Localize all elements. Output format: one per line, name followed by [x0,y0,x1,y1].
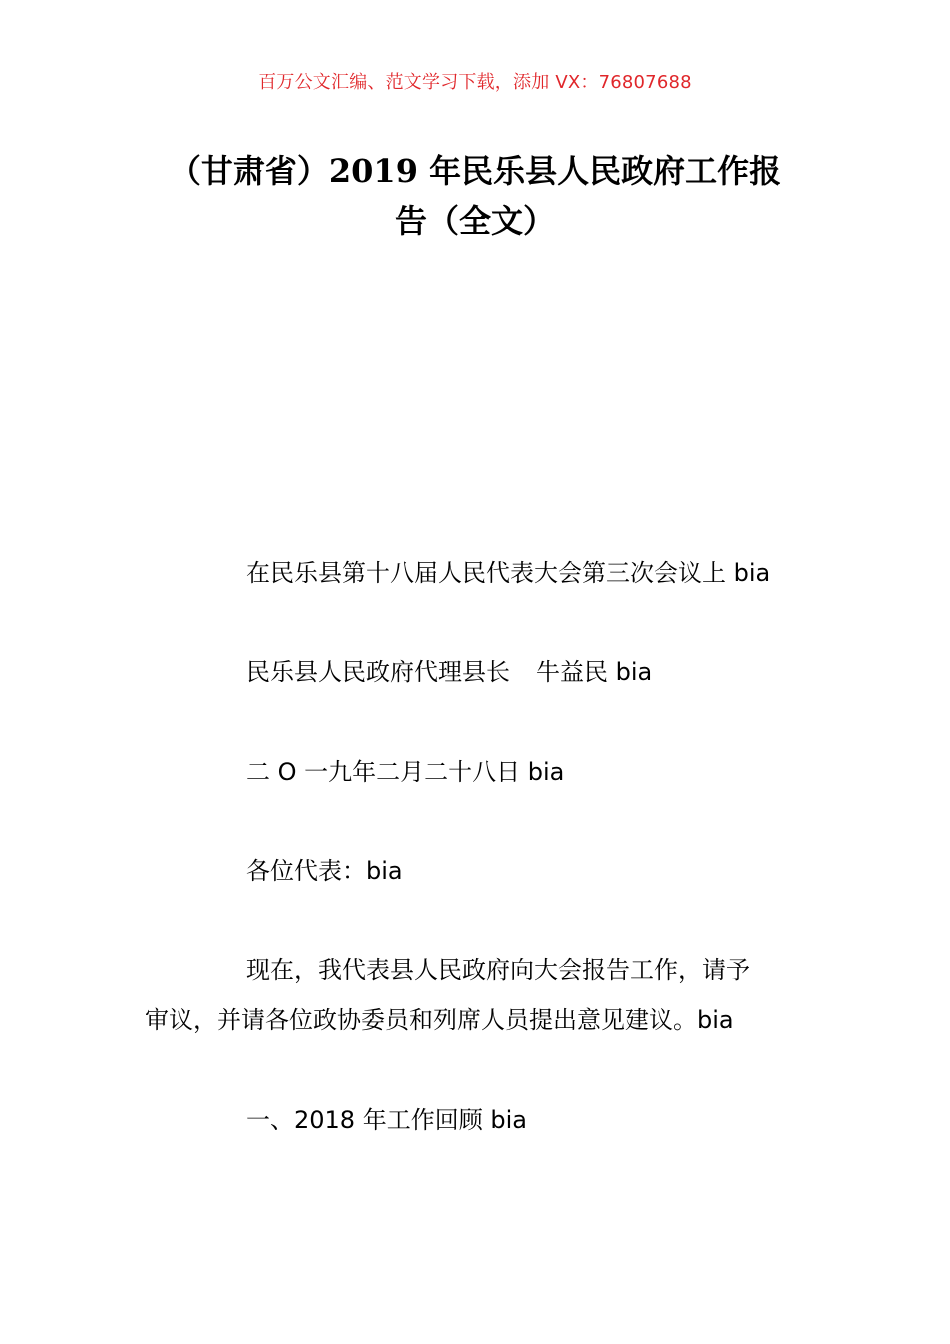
salutation: 各位代表：bia [246,857,403,885]
speaker-title: 民乐县人民政府代理县长 [246,658,510,686]
section-heading: 一、2018 年工作回顾 bia [246,1106,527,1134]
date-line: 二 O 一九年二月二十八日 bia [246,758,565,786]
meeting-line: 在民乐县第十八届人民代表大会第三次会议上 bia [246,559,771,587]
header-banner: 百万公文汇编、范文学习下载，添加 VX：76807688 [258,72,692,93]
document-title [140,146,810,246]
title-line-1: （甘肃省）2019 年民乐县人民政府工作报 [168,152,782,190]
intro-paragraph-line-2: 审议，并请各位政协委员和列席人员提出意见建议。bia [145,1006,734,1034]
intro-paragraph-line-1: 现在，我代表县人民政府向大会报告工作，请予 [246,956,750,984]
speaker-name: 牛益民 bia [536,658,653,686]
speaker-line [246,657,652,687]
title-line-2: 告（全文） [394,202,555,240]
